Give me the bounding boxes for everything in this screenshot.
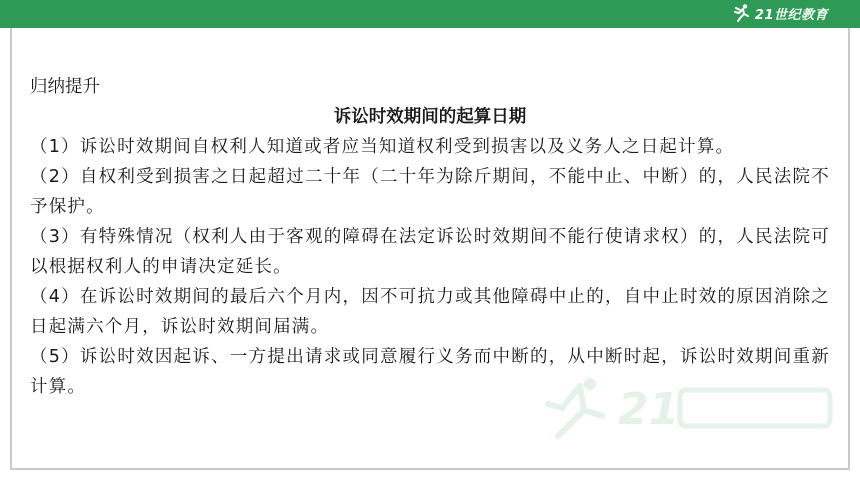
main-content <box>30 72 830 402</box>
header-bar <box>0 0 860 28</box>
paragraph-3: （3）有特殊情况（权利人由于客观的障碍在法定诉讼时效期间不能行使请求权）的，人民法院可以根据权利人的申请决定延长。 <box>30 227 830 277</box>
logo-text: 21世纪教育 <box>754 7 828 23</box>
paragraph-2: （2）自权利受到损害之日起超过二十年（二十年为除斤期间，不能中止、中断）的，人民法院不予保护。 <box>30 167 830 217</box>
left-frame-line <box>10 28 12 468</box>
svg-text:21: 21 <box>618 384 680 435</box>
section-label: 归纳提升 <box>30 77 100 97</box>
paragraph-4: （4）在诉讼时效期间的最后六个月内，因不可抗力或其他障碍中止的，自中止时效的原因消除之日起满六个月，诉讼时效期间届满。 <box>30 287 830 337</box>
brand-logo <box>732 2 828 24</box>
paragraph-5: （5）诉讼时效因起诉、一方提出请求或同意履行义务而中断的，从中断时起，诉讼时效期间重新计算。 <box>30 347 830 397</box>
runner-icon <box>732 3 752 23</box>
bottom-frame-line <box>10 468 850 470</box>
right-frame-line <box>848 28 850 468</box>
page-title: 诉讼时效期间的起算日期 <box>333 107 527 127</box>
paragraph-1: （1）诉讼时效期间自权利人知道或者应当知道权利受到损害以及义务人之日起计算。 <box>30 137 735 157</box>
